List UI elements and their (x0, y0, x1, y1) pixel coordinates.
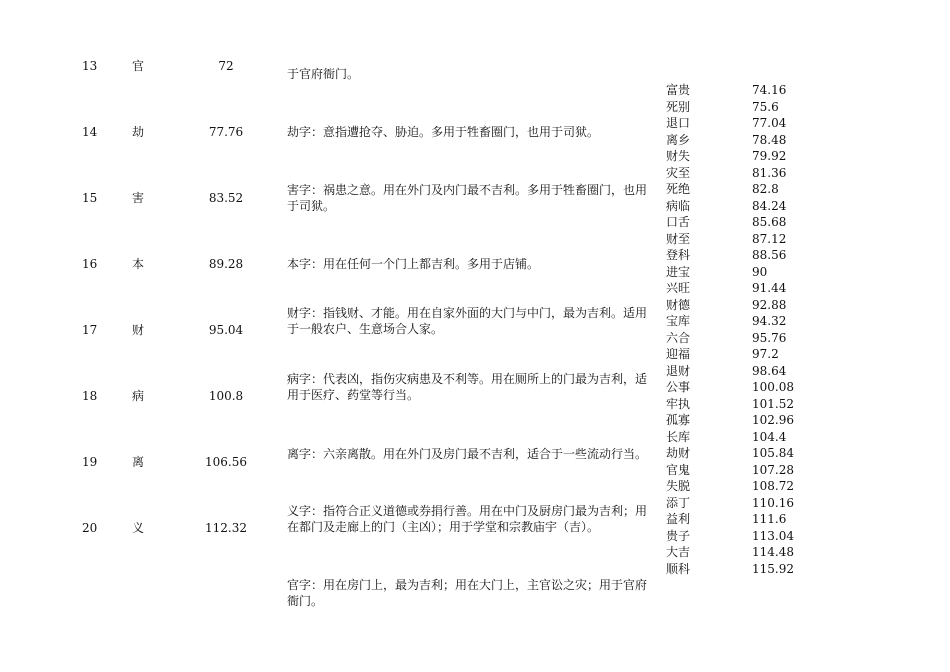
side-list-value: 82.8 (752, 182, 779, 196)
side-list-name: 添丁 (666, 495, 691, 510)
row-15-number: 15 (82, 191, 98, 205)
side-list-value: 115.92 (752, 561, 794, 576)
row-14-character: 劫 (132, 125, 145, 139)
row-18-value: 100.8 (208, 389, 244, 403)
side-list-name: 劫财 (666, 446, 691, 460)
side-list-name: 顺科 (666, 561, 691, 576)
side-list-value: 111.6 (752, 512, 787, 526)
side-list-name: 口舌 (666, 215, 691, 229)
row-14-description: 劫字：意指遭抢夺、胁迫。多用于牲畜圈门，也用于司狱。 (287, 125, 600, 139)
row-19-description: 离字：六亲离散。用在外门及房门最不吉利，适合于一些流动行当。 (287, 447, 648, 461)
row-20-number: 20 (82, 521, 98, 535)
side-list-name: 死绝 (666, 182, 691, 196)
row-19-number: 19 (82, 455, 98, 469)
side-list-name: 财德 (666, 297, 691, 312)
row-17-value: 95.04 (208, 323, 244, 337)
row-16-value: 89.28 (208, 257, 244, 271)
row-20-value: 112.32 (205, 521, 247, 535)
side-list-value: 100.08 (752, 380, 794, 394)
side-list-name: 病临 (666, 198, 691, 213)
side-list-value: 104.4 (752, 429, 787, 444)
row-15-character: 害 (132, 191, 145, 205)
row-13-character: 官 (132, 59, 145, 73)
side-list-value: 113.04 (752, 528, 794, 543)
row-20-description: 义字：指符合正义道德或券捐行善。用在中门及厨房门最为吉利；用在都门及走廊上的门（主凶）；用于学堂和宗教庙宇（吉）。 (287, 504, 648, 534)
row-16-number: 16 (82, 257, 98, 271)
side-list-name: 孤寡 (666, 413, 691, 427)
row-19-character: 离 (132, 455, 145, 469)
side-list-value: 114.48 (752, 545, 794, 559)
row-13-description: 于官府衙门。 (287, 67, 360, 81)
row-17-number: 17 (82, 323, 98, 337)
side-list-value: 94.32 (752, 314, 787, 328)
row-18-character: 病 (132, 389, 145, 403)
row-16-character: 本 (132, 257, 145, 271)
side-list-name: 大吉 (666, 545, 691, 559)
side-list-value: 85.68 (752, 215, 787, 229)
row-15-value: 83.52 (208, 191, 244, 205)
side-list-name: 牢执 (666, 396, 691, 411)
side-list-value: 110.16 (752, 495, 794, 510)
row-17-description: 财字：指钱财、才能。用在自家外面的大门与中门，最为吉利。适用于一般农户、生意场合人家。 (287, 306, 648, 336)
side-list-name: 退口 (666, 116, 691, 130)
side-list-value: 81.36 (752, 165, 787, 180)
side-list-name: 官鬼 (666, 462, 691, 477)
side-list-value: 75.6 (752, 99, 779, 114)
side-list-value: 107.28 (752, 462, 794, 477)
side-list-value: 78.48 (752, 132, 787, 147)
side-list-name: 失脱 (666, 479, 691, 493)
side-list-name: 离乡 (666, 132, 691, 147)
side-list-name: 兴旺 (666, 281, 691, 295)
side-list-name: 富贵 (666, 83, 691, 97)
row-18-number: 18 (82, 389, 98, 403)
side-list-value: 105.84 (752, 446, 794, 460)
row-13-value: 72 (218, 59, 234, 73)
side-list-value: 84.24 (752, 198, 787, 213)
side-list-value: 98.64 (752, 363, 787, 378)
row-15-description: 害字：祸患之意。用在外门及内门最不吉利。多用于牲畜圈门，也用于司狱。 (287, 183, 648, 213)
side-list-name: 六合 (666, 330, 691, 345)
side-list-value: 97.2 (752, 347, 779, 361)
side-list-value: 74.16 (752, 83, 787, 97)
row-17-character: 财 (132, 323, 145, 337)
side-list-name: 迎福 (666, 347, 691, 361)
side-list-name: 登科 (666, 248, 691, 262)
side-list-value: 79.92 (752, 149, 787, 163)
side-list-name: 公事 (666, 380, 691, 394)
side-list-name: 财失 (666, 149, 691, 163)
side-list-value: 92.88 (752, 297, 787, 312)
footer-description: 官字：用在房门上，最为吉利；用在大门上，主官讼之灾；用于官府衙门。 (287, 578, 648, 608)
side-list-value: 102.96 (752, 413, 794, 427)
side-list-name: 财至 (666, 231, 691, 246)
side-list-value: 88.56 (752, 248, 787, 262)
side-list-value: 77.04 (752, 116, 787, 130)
side-list-name: 死别 (666, 99, 691, 114)
side-list-value: 87.12 (752, 231, 787, 246)
side-list-name: 灾至 (666, 165, 691, 180)
side-list-name: 益利 (666, 512, 691, 526)
row-19-value: 106.56 (205, 455, 247, 469)
row-16-description: 本字：用在任何一个门上都吉利。多用于店铺。 (287, 257, 540, 271)
side-list-name: 长库 (666, 429, 691, 444)
side-list-value: 90 (752, 264, 768, 279)
row-13-number: 13 (82, 59, 98, 73)
side-list-value: 108.72 (752, 479, 794, 493)
side-list-value: 91.44 (752, 281, 787, 295)
row-14-number: 14 (82, 125, 98, 139)
side-list-name: 退财 (666, 363, 691, 378)
side-list-value: 95.76 (752, 330, 787, 345)
side-list-name: 进宝 (666, 264, 691, 279)
row-14-value: 77.76 (208, 125, 244, 139)
row-20-character: 义 (132, 521, 145, 535)
side-list-name: 贵子 (666, 528, 691, 543)
row-18-description: 病字：代表凶，指伤灾病患及不利等。用在厕所上的门最为吉利，适用于医疗、药堂等行当。 (287, 372, 648, 402)
side-list-value: 101.52 (752, 396, 794, 411)
side-list-name: 宝库 (666, 314, 691, 328)
